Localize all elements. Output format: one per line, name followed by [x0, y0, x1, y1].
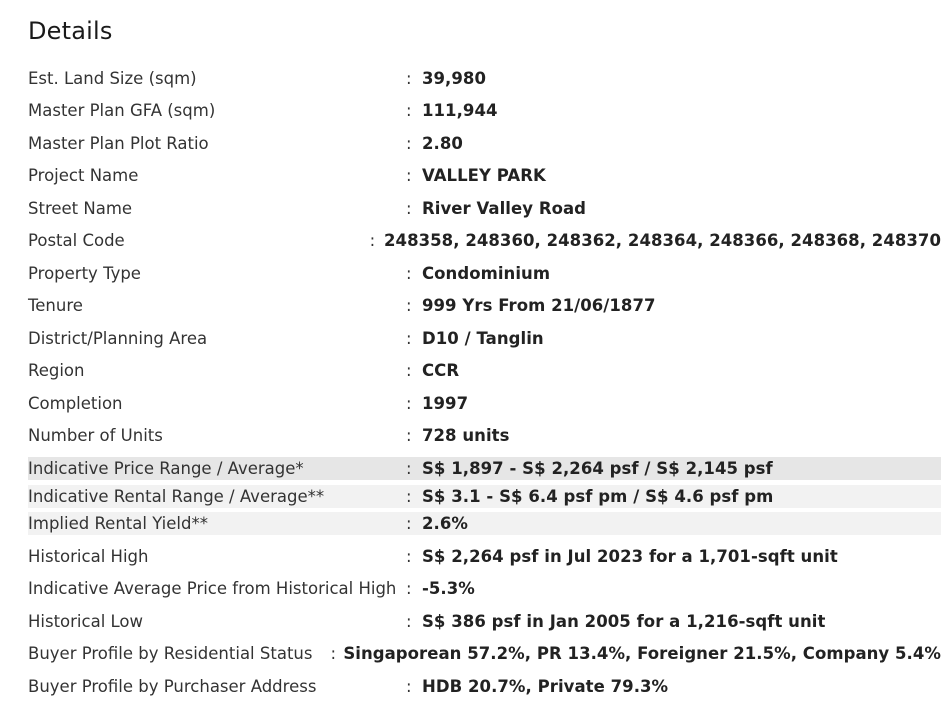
row-label: Project Name	[28, 166, 139, 186]
row-value: HDB 20.7%, Private 79.3%	[422, 676, 669, 696]
row-separator: :	[406, 611, 412, 631]
row-value: S$ 386 psf in Jan 2005 for a 1,216-sqft unit	[422, 611, 826, 631]
row-separator: :	[330, 644, 337, 664]
row-label: Indicative Rental Range / Average**	[28, 486, 325, 506]
row-value: 39,980	[422, 68, 486, 88]
row-separator: :	[406, 101, 412, 121]
row-label: Historical Low	[28, 611, 144, 631]
row-value: 2.80	[422, 133, 463, 153]
row-value: S$ 3.1 - S$ 6.4 psf pm / S$ 4.6 psf pm	[422, 486, 774, 506]
row-label: Est. Land Size (sqm)	[28, 68, 197, 88]
row-separator: :	[406, 579, 412, 599]
detail-row-postal-code	[28, 225, 941, 258]
detail-row-gfa	[28, 95, 941, 128]
row-separator: :	[406, 296, 412, 316]
row-separator: :	[406, 676, 412, 696]
row-separator: :	[406, 68, 412, 88]
detail-row-avg-from-high	[28, 573, 941, 606]
detail-row-completion	[28, 387, 941, 420]
detail-row-tenure	[28, 290, 941, 323]
row-separator: :	[406, 361, 412, 381]
row-separator: :	[406, 486, 412, 506]
detail-row-buyer-residential	[28, 638, 941, 671]
detail-row-historical-low	[28, 605, 941, 638]
row-label: Master Plan GFA (sqm)	[28, 101, 216, 121]
row-value: 1997	[422, 393, 469, 413]
details-table	[28, 62, 941, 703]
row-label: Implied Rental Yield**	[28, 514, 208, 534]
row-separator: :	[406, 546, 412, 566]
row-value: 248358, 248360, 248362, 248364, 248366, 248368, 248370	[384, 231, 941, 251]
row-value: Condominium	[422, 263, 551, 283]
row-separator: :	[406, 133, 412, 153]
detail-row-historical-high	[28, 540, 941, 573]
row-label: Buyer Profile by Residential Status	[28, 644, 313, 664]
row-value: S$ 1,897 - S$ 2,264 psf / S$ 2,145 psf	[422, 458, 773, 478]
row-separator: :	[406, 263, 412, 283]
detail-row-land-size	[28, 62, 941, 95]
row-separator: :	[369, 231, 376, 251]
detail-row-region	[28, 355, 941, 388]
row-value: 999 Yrs From 21/06/1877	[422, 296, 656, 316]
detail-row-price-range	[28, 457, 941, 480]
row-separator: :	[406, 458, 412, 478]
row-label: Buyer Profile by Purchaser Address	[28, 676, 317, 696]
row-value: CCR	[422, 361, 460, 381]
detail-row-units	[28, 420, 941, 453]
row-label: Indicative Price Range / Average*	[28, 458, 304, 478]
row-label: Postal Code	[28, 231, 125, 251]
row-value: 728 units	[422, 426, 510, 446]
detail-row-project-name	[28, 160, 941, 193]
row-label: Property Type	[28, 263, 141, 283]
detail-row-street-name	[28, 192, 941, 225]
row-value: 2.6%	[422, 514, 468, 534]
detail-row-rental-range	[28, 485, 941, 508]
row-value: D10 / Tanglin	[422, 328, 544, 348]
row-label: Master Plan Plot Ratio	[28, 133, 209, 153]
row-value: VALLEY PARK	[422, 166, 546, 186]
row-value: -5.3%	[422, 579, 475, 599]
detail-row-property-type	[28, 257, 941, 290]
row-value: S$ 2,264 psf in Jul 2023 for a 1,701-sqft unit	[422, 546, 838, 566]
row-label: Number of Units	[28, 426, 163, 446]
detail-row-plot-ratio	[28, 127, 941, 160]
row-value: 111,944	[422, 101, 498, 121]
row-separator: :	[406, 328, 412, 348]
row-separator: :	[406, 166, 412, 186]
row-separator: :	[406, 514, 412, 534]
detail-row-district	[28, 322, 941, 355]
detail-row-buyer-address	[28, 670, 941, 703]
row-label: Historical High	[28, 546, 149, 566]
section-title: Details	[28, 17, 113, 45]
row-label: Street Name	[28, 198, 133, 218]
row-label: Completion	[28, 393, 123, 413]
row-value: Singaporean 57.2%, PR 13.4%, Foreigner 21.5%, Company 5.4%	[343, 644, 941, 664]
row-label: Region	[28, 361, 85, 381]
row-value: River Valley Road	[422, 198, 587, 218]
row-label: District/Planning Area	[28, 328, 208, 348]
row-separator: :	[406, 198, 412, 218]
detail-row-rental-yield	[28, 512, 941, 535]
row-label: Indicative Average Price from Historical High	[28, 579, 397, 599]
row-separator: :	[406, 393, 412, 413]
row-separator: :	[406, 426, 412, 446]
row-label: Tenure	[28, 296, 83, 316]
